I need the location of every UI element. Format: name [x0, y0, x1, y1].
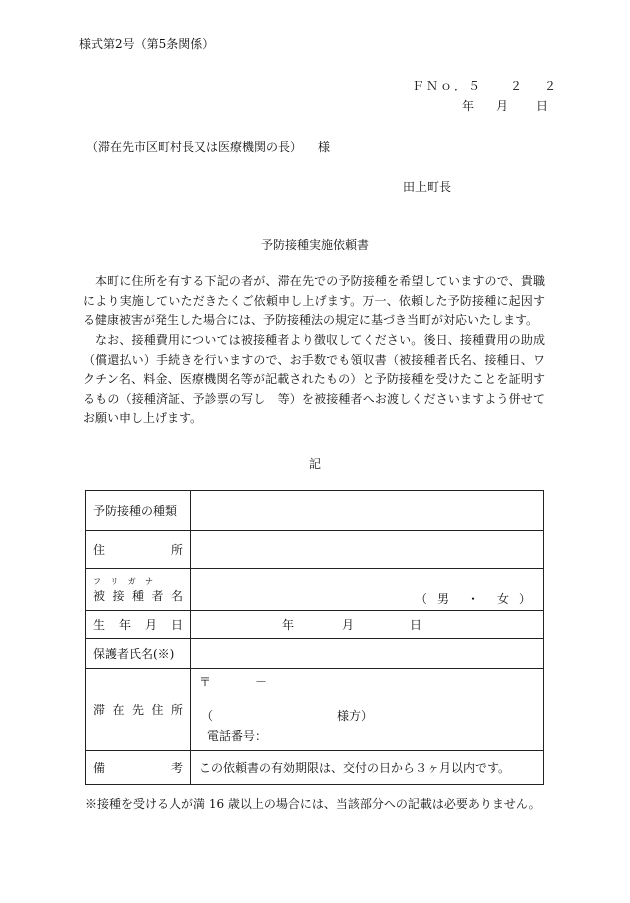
care-of-line: （ 様方） [201, 709, 374, 723]
ki-heading: 記 [308, 457, 321, 471]
label-remarks: 備 考 [93, 761, 183, 775]
month-label: 月 [496, 99, 509, 113]
row-stay-address [86, 669, 544, 751]
field-address[interactable] [191, 531, 544, 569]
ref-prefix: ＦＮｏ． [412, 79, 469, 93]
addressee-text: （滞在先市区町村長又は医療機関の長） [86, 140, 303, 154]
body-paragraph-2: なお、接種費用については被接種者より徴収してください。後日、接種費用の助成（償還払い）手続きを行いますので、お手数でも領収書（被接種者氏名、接種日、ワクチン名、料金、医療機関名等が記載されたもの）と予防接種を受けたことを証明するもの（接種済証、予診票の写し 等）を被接種者へお渡しくださいますよう併せてお願い申し上げます。 [83, 333, 545, 426]
sex-selector[interactable]: （ 男 ・ 女 ） [414, 592, 531, 606]
document-title: 予防接種実施依頼書 [260, 238, 369, 252]
label-vaccine-type: 予防接種の種類 [93, 504, 178, 518]
addressee-honorific: 様 [318, 140, 331, 154]
field-stay-address[interactable] [191, 669, 544, 751]
row-vaccine-type [86, 491, 544, 531]
row-name [86, 569, 544, 611]
field-birthdate[interactable]: 年 月 日 [191, 611, 544, 639]
field-remarks [191, 751, 544, 785]
label-address: 住 所 [93, 543, 183, 557]
field-name[interactable] [191, 569, 544, 611]
row-birthdate [86, 611, 544, 639]
ref-part-1: ５ [468, 79, 483, 93]
issue-date [462, 97, 548, 114]
sex-female[interactable]: 女 [496, 592, 509, 606]
postal-code-line: 〒 － [199, 675, 268, 689]
row-remarks [86, 751, 544, 785]
footnote: ※接種を受ける人が満 16 歳以上の場合には、当該部分への記載は必要ありません。 [85, 797, 541, 811]
ref-part-3: ２ [544, 79, 559, 93]
phone-label: 電話番号： [207, 729, 268, 743]
field-guardian[interactable] [191, 639, 544, 669]
postal-mark: 〒 [199, 675, 212, 689]
request-table [85, 490, 544, 785]
form-number: 様式第2号（第5条関係） [79, 37, 215, 51]
remarks-text: この依頼書の有効期限は、交付の日から３ヶ月以内です。 [199, 761, 511, 775]
label-name: 被 接 種 者 名 [93, 589, 183, 603]
ref-part-2: ２ [510, 79, 525, 93]
reference-number [412, 77, 558, 94]
year-label: 年 [462, 99, 475, 113]
label-guardian: 保護者氏名(※) [93, 647, 175, 661]
field-vaccine-type[interactable] [191, 491, 544, 531]
sex-male[interactable]: 男 [436, 592, 449, 606]
body-paragraph-1: 本町に住所を有する下記の者が、滞在先での予防接種を希望していますので、貴職により実施していただきたくご依頼申し上げます。万一、依頼した予防接種に起因する健康被害が発生した場合には、予防接種法の規定に基づき当町が対応いたします。 [83, 274, 545, 328]
label-furigana: フ リ ガ ナ [93, 577, 153, 586]
row-address [86, 531, 544, 569]
sender: 田上町長 [403, 180, 452, 194]
row-guardian [86, 639, 544, 669]
label-stay-address: 滞 在 先 住 所 [93, 703, 183, 717]
addressee [86, 138, 330, 155]
label-birthdate: 生 年 月 日 [93, 618, 183, 632]
day-label: 日 [536, 99, 549, 113]
